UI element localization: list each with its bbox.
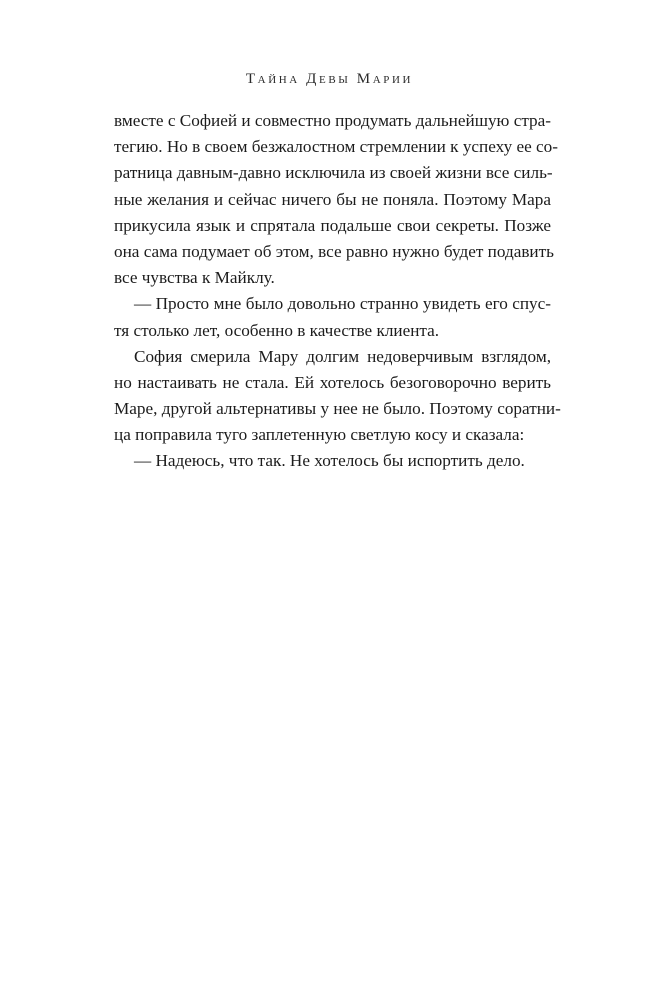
text-line: — Надеюсь, что так. Не хотелось бы испортить дело.	[134, 451, 525, 471]
text-line: София смерила Мару долгим недоверчивым взглядом,	[134, 346, 551, 366]
text-line: ратница давным-давно исключила из своей жизни все силь-	[114, 163, 553, 183]
text-line: все чувства к Майклу.	[114, 268, 275, 288]
text-line: тя столько лет, особенно в качестве клиента.	[114, 320, 440, 340]
text-line: тегию. Но в своем безжалостном стремлении к успеху ее со-	[114, 137, 558, 157]
text-line: но настаивать не стала. Ей хотелось безоговорочно верить	[114, 372, 551, 392]
text-line: Маре, другой альтернативы у нее не было. Поэтому соратни-	[114, 399, 561, 419]
text-line: вместе с Софией и совместно продумать дальнейшую стра-	[114, 111, 551, 130]
running-head: Тайна Девы Марии	[245, 71, 414, 87]
text-line: прикусила язык и спрятала подальше свои секреты. Позже	[114, 215, 551, 235]
text-line: ные желания и сейчас ничего бы не поняла. Поэтому Мара	[114, 189, 551, 209]
text-line: ца поправила туго заплетенную светлую косу и сказала:	[114, 425, 525, 445]
text-line: — Просто мне было довольно странно увидеть его спус-	[134, 294, 551, 314]
body-text	[114, 108, 561, 475]
text-line: она сама подумает об этом, все равно нужно будет подавить	[114, 241, 554, 261]
